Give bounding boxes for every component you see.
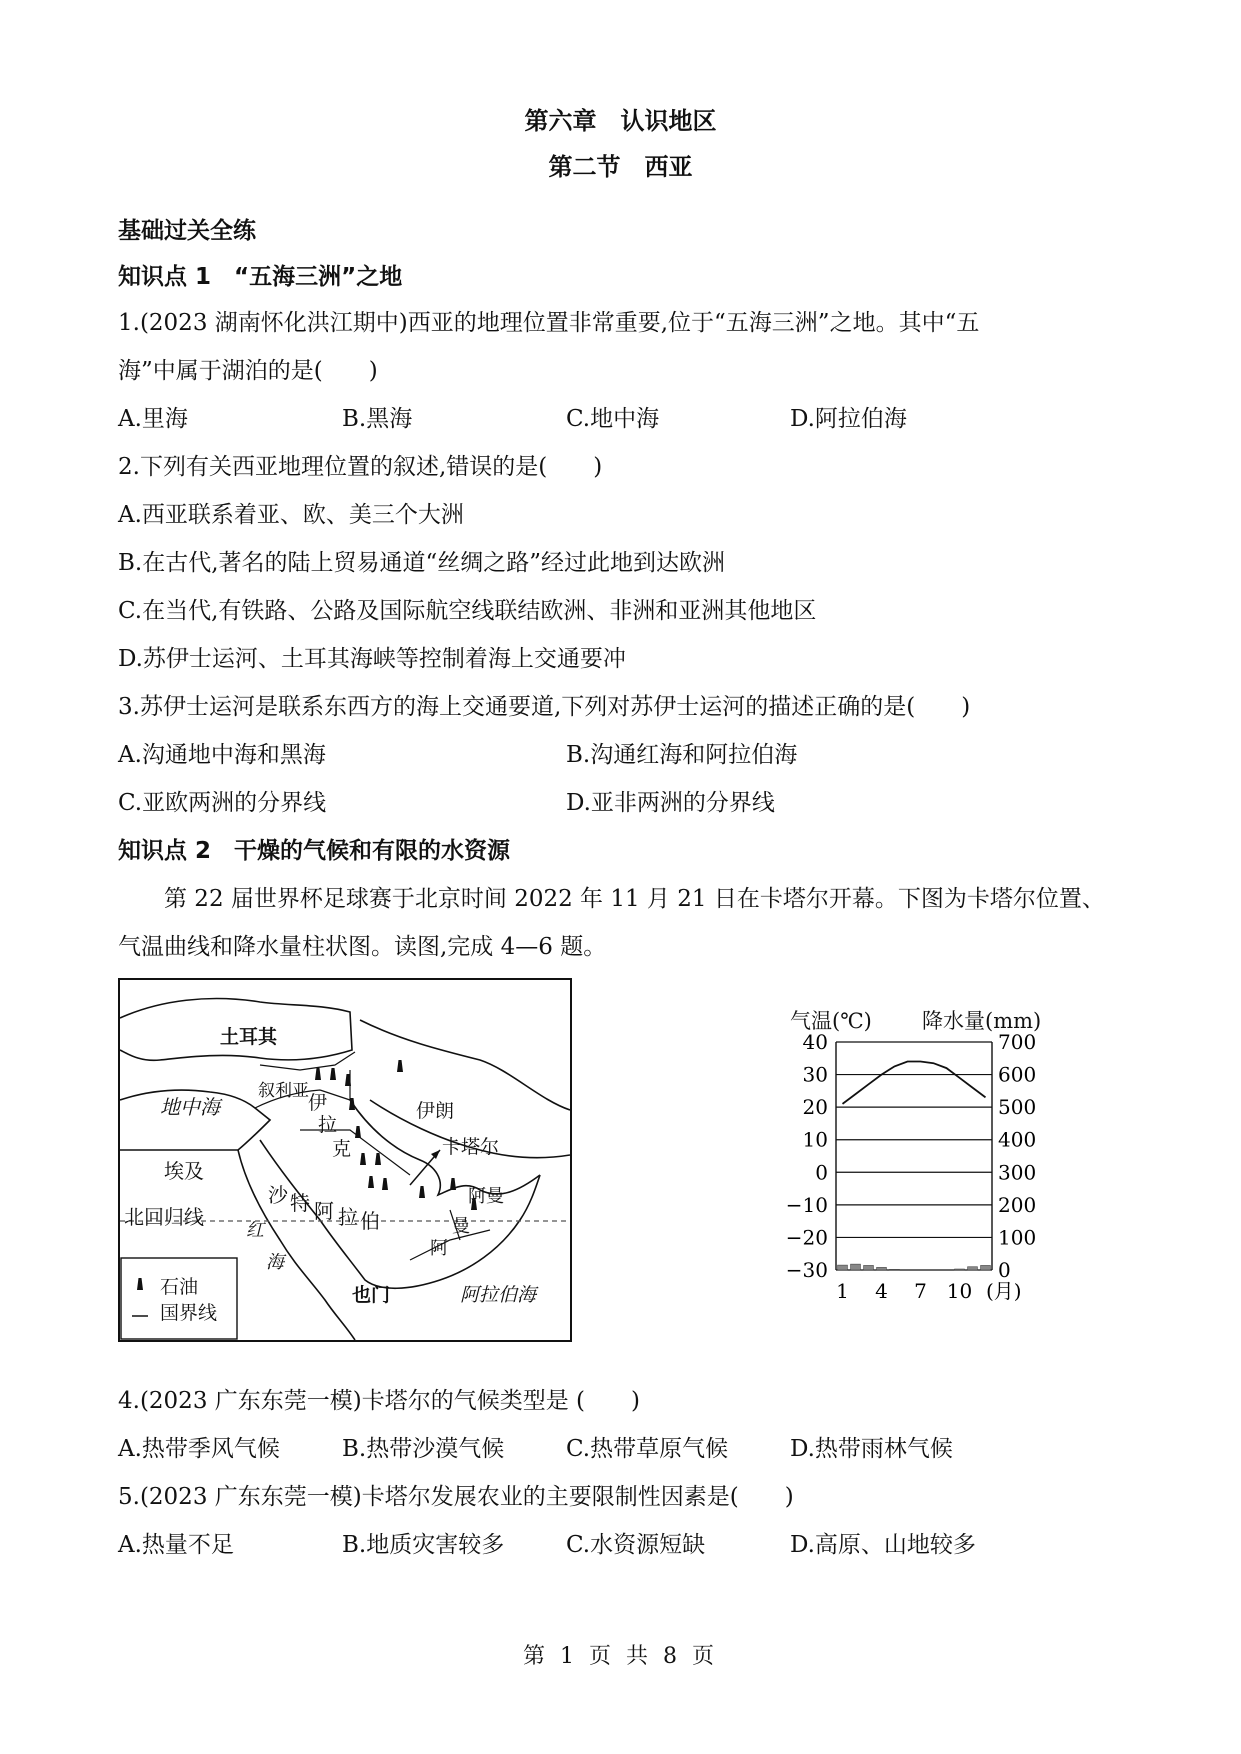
precipitation-bar [968,1267,978,1270]
label-saudi-2: 特 [290,1191,310,1215]
q5-option-b: B.地质灾害较多 [342,1532,505,1558]
chart-right-tick-label: 0 [998,1258,1011,1282]
label-iraq-1: 伊 [308,1092,328,1114]
q1-option-c: C.地中海 [566,406,660,432]
chart-x-tick-label: 7 [914,1279,927,1303]
label-tropic: 北回归线 [124,1205,204,1229]
knowledge-point-1: 知识点 1 “五海三洲”之地 [118,264,403,290]
label-qatar: 卡塔尔 [442,1136,500,1158]
chart-right-tick-label: 400 [998,1127,1037,1152]
iran-north-coast [360,1020,570,1110]
chart-right-axis-label: 降水量(mm) [922,1009,1042,1033]
chart-right-tick-label: 300 [998,1160,1037,1185]
west-asia-map [118,978,572,1342]
chart-left-tick-label: −10 [785,1192,828,1217]
chart-right-tick-label: 100 [998,1225,1037,1250]
q2-option-a: A.西亚联系着亚、欧、美三个大洲 [118,502,464,528]
label-oman-1: 阿 [468,1186,486,1207]
chart-x-tick-label: 1 [836,1279,849,1303]
precipitation-bar [838,1265,848,1270]
chart-left-tick-label: −30 [785,1258,828,1282]
q2-option-d: D.苏伊士运河、土耳其海峡等控制着海上交通要冲 [118,646,626,672]
q4-option-b: B.热带沙漠气候 [342,1436,505,1462]
question-1-line-2: 海”中属于湖泊的是( ) [118,358,378,384]
precipitation-bar [890,1269,900,1270]
label-red-sea-1: 红 [246,1220,264,1241]
chart-right-tick-label: 200 [998,1192,1037,1217]
q5-option-c: C.水资源短缺 [566,1532,706,1558]
label-egypt: 埃及 [164,1159,204,1183]
label-mediterranean: 地中海 [160,1095,220,1119]
q2-option-b: B.在古代,著名的陆上贸易通道“丝绸之路”经过此地到达欧洲 [118,550,726,576]
label-saudi-3: 阿 [314,1199,334,1223]
q3-option-c: C.亚欧两洲的分界线 [118,790,327,816]
qatar-arrow-head [431,1150,440,1159]
label-saudi-1: 沙 [268,1183,288,1207]
label-turkey: 土耳其 [220,1026,278,1048]
label-red-sea-2: 海 [266,1252,284,1273]
label-iraq-2: 拉 [318,1114,338,1136]
q3-option-a: A.沟通地中海和黑海 [118,742,326,768]
label-oman-2: 曼 [486,1186,504,1207]
label-saudi-5: 伯 [360,1209,380,1233]
legend-border-label: 国界线 [160,1302,218,1324]
chart-left-tick-label: 20 [802,1095,828,1120]
q2-option-c: C.在当代,有铁路、公路及国际航空线联结欧洲、非洲和亚洲其他地区 [118,598,817,624]
practice-title: 基础过关全练 [118,218,256,244]
q5-option-d: D.高原、山地较多 [790,1532,976,1558]
label-oman-3: 曼 [452,1216,470,1237]
q4-option-d: D.热带雨林气候 [790,1436,953,1462]
chart-x-tick-label: 10 [946,1279,973,1303]
chart-x-tick-label: 4 [875,1279,888,1303]
chart-left-tick-label: 0 [815,1160,828,1185]
knowledge-point-2: 知识点 2 干燥的气候和有限的水资源 [118,838,511,864]
label-oman-4: 阿 [430,1238,448,1259]
legend-oil-label: 石油 [160,1276,199,1298]
label-arabian-sea: 阿拉伯海 [460,1284,537,1306]
chart-left-axis-label: 气温(℃) [790,1009,872,1033]
question-5-stem: 5.(2023 广东东莞一模)卡塔尔发展农业的主要限制性因素是( ) [118,1484,794,1510]
intro-line-1: 第 22 届世界杯足球赛于北京时间 2022 年 11 月 21 日在卡塔尔开幕。下图为卡塔尔位置、 [164,886,1105,912]
label-saudi-4: 拉 [338,1205,358,1229]
precipitation-bar [955,1269,965,1270]
question-3-stem: 3.苏伊士运河是联系东西方的海上交通要道,下列对苏伊士运河的描述正确的是( ) [118,694,971,720]
chart-x-unit-label: (月) [986,1279,1022,1303]
intro-line-2: 气温曲线和降水量柱状图。读图,完成 4—6 题。 [118,934,607,960]
page-footer: 第 1 页 共 8 页 [523,1644,718,1669]
q3-option-b: B.沟通红海和阿拉伯海 [566,742,798,768]
section-title: 第二节 西亚 [548,153,693,181]
chart-plot [780,1034,1060,1354]
q1-option-b: B.黑海 [342,406,413,432]
temperature-curve [843,1062,986,1104]
chart-left-tick-label: 40 [802,1034,828,1054]
q1-option-a: A.里海 [118,406,188,432]
chart-left-tick-label: −20 [785,1225,828,1250]
precipitation-bar [864,1265,874,1270]
label-iran: 伊朗 [416,1100,455,1122]
precipitation-bar [877,1267,887,1270]
label-yemen: 也门 [352,1284,391,1306]
chart-right-tick-label: 600 [998,1062,1037,1087]
q3-option-d: D.亚非两洲的分界线 [566,790,775,816]
q5-option-a: A.热量不足 [118,1532,234,1558]
chart-left-tick-label: 10 [802,1127,828,1152]
q1-option-d: D.阿拉伯海 [790,406,907,432]
label-iraq-3: 克 [332,1138,352,1160]
q4-option-a: A.热带季风气候 [118,1436,280,1462]
chapter-title: 第六章 认识地区 [524,107,717,135]
chart-right-tick-label: 700 [998,1034,1037,1054]
precipitation-bar [981,1265,991,1270]
question-2-stem: 2.下列有关西亚地理位置的叙述,错误的是( ) [118,454,603,480]
label-syria: 叙利亚 [258,1081,309,1101]
climate-chart [780,1004,1060,1354]
chart-right-tick-label: 500 [998,1095,1037,1120]
question-1-line-1: 1.(2023 湖南怀化洪江期中)西亚的地理位置非常重要,位于“五海三洲”之地。其中“五 [118,310,980,336]
question-4-stem: 4.(2023 广东东莞一模)卡塔尔的气候类型是 ( ) [118,1388,640,1414]
precipitation-bar [851,1264,861,1270]
chart-left-tick-label: 30 [802,1062,828,1087]
q4-option-c: C.热带草原气候 [566,1436,729,1462]
